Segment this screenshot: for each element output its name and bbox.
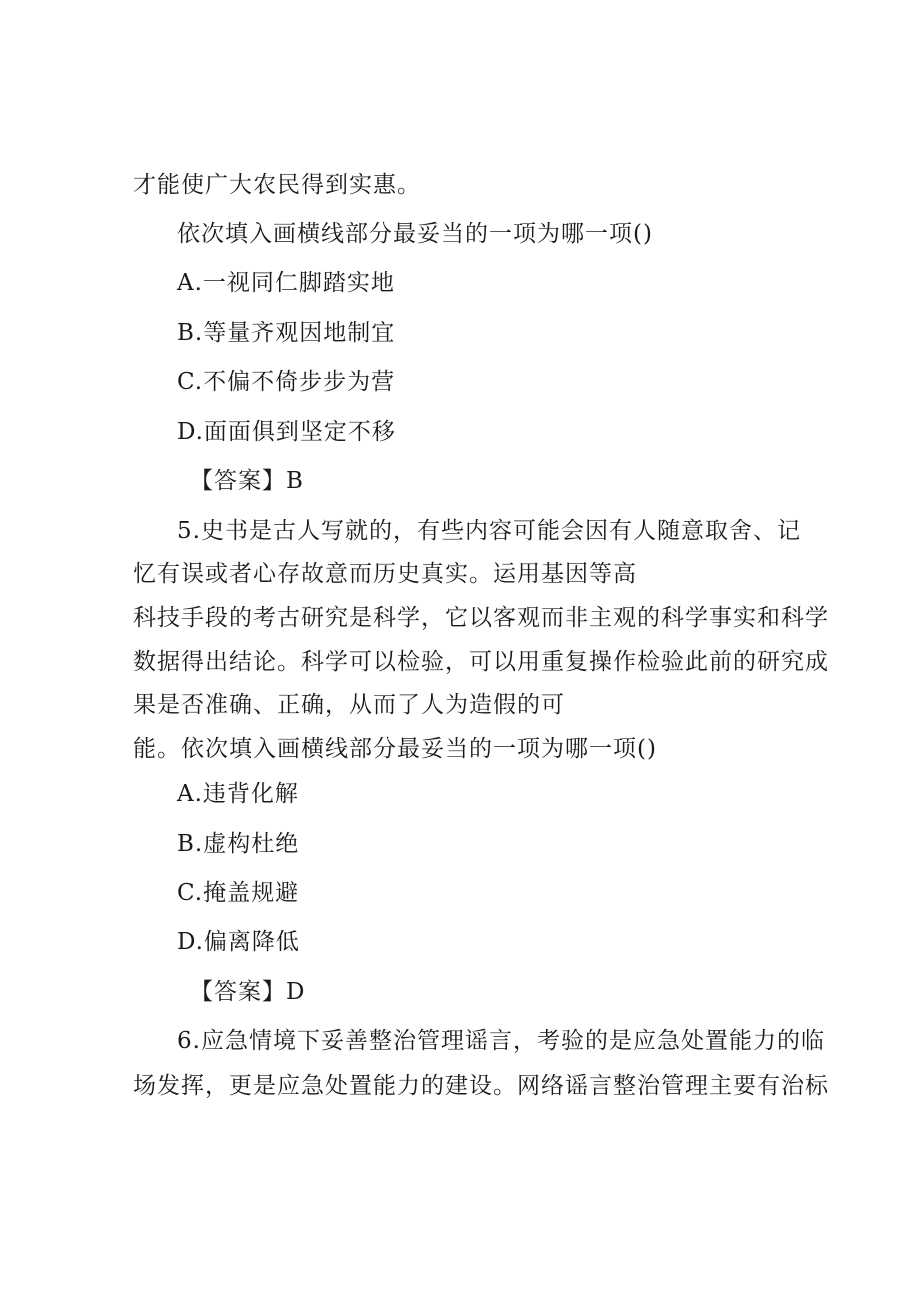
question5-line-2: 忆有误或者心存故意而历史真实。运用基因等高 <box>133 561 637 587</box>
question4-option-a: A.一视同仁脚踏实地 <box>177 270 395 296</box>
question5-line-3: 科技手段的考古研究是科学，它以客观而非主观的科学事实和科学 <box>133 605 829 631</box>
question5-option-b: B.虚构杜绝 <box>177 831 300 857</box>
question5-option-a: A.违背化解 <box>177 781 299 807</box>
question4-option-b: B.等量齐观因地制宜 <box>177 320 396 346</box>
question5-option-d: D.偏离降低 <box>177 929 300 955</box>
continuation-text: 才能使广大农民得到实惠。 <box>133 172 421 198</box>
question5-line-4: 数据得出结论。科学可以检验，可以用重复操作检验此前的研究成 <box>133 649 829 675</box>
question4-option-c: C.不偏不倚步步为营 <box>177 369 396 395</box>
question4-answer: 【答案】B <box>190 468 304 494</box>
question5-answer: 【答案】D <box>190 979 306 1005</box>
question5-line-5: 果是否准确、正确，从而了人为造假的可 <box>133 692 565 718</box>
question4-option-d: D.面面俱到坚定不移 <box>177 419 396 445</box>
question5-line-1: 5.史书是古人写就的，有些内容可能会因有人随意取舍、记 <box>177 518 801 544</box>
question5-option-c: C.掩盖规避 <box>177 880 300 906</box>
question4-prompt: 依次填入画横线部分最妥当的一项为哪一项() <box>177 221 653 247</box>
question6-line-1: 6.应急情境下妥善整治管理谣言，考验的是应急处置能力的临 <box>177 1028 825 1054</box>
question5-line-6: 能。依次填入画横线部分最妥当的一项为哪一项() <box>133 736 657 762</box>
question6-line-2: 场发挥，更是应急处置能力的建设。网络谣言整治管理主要有治标 <box>133 1073 829 1099</box>
